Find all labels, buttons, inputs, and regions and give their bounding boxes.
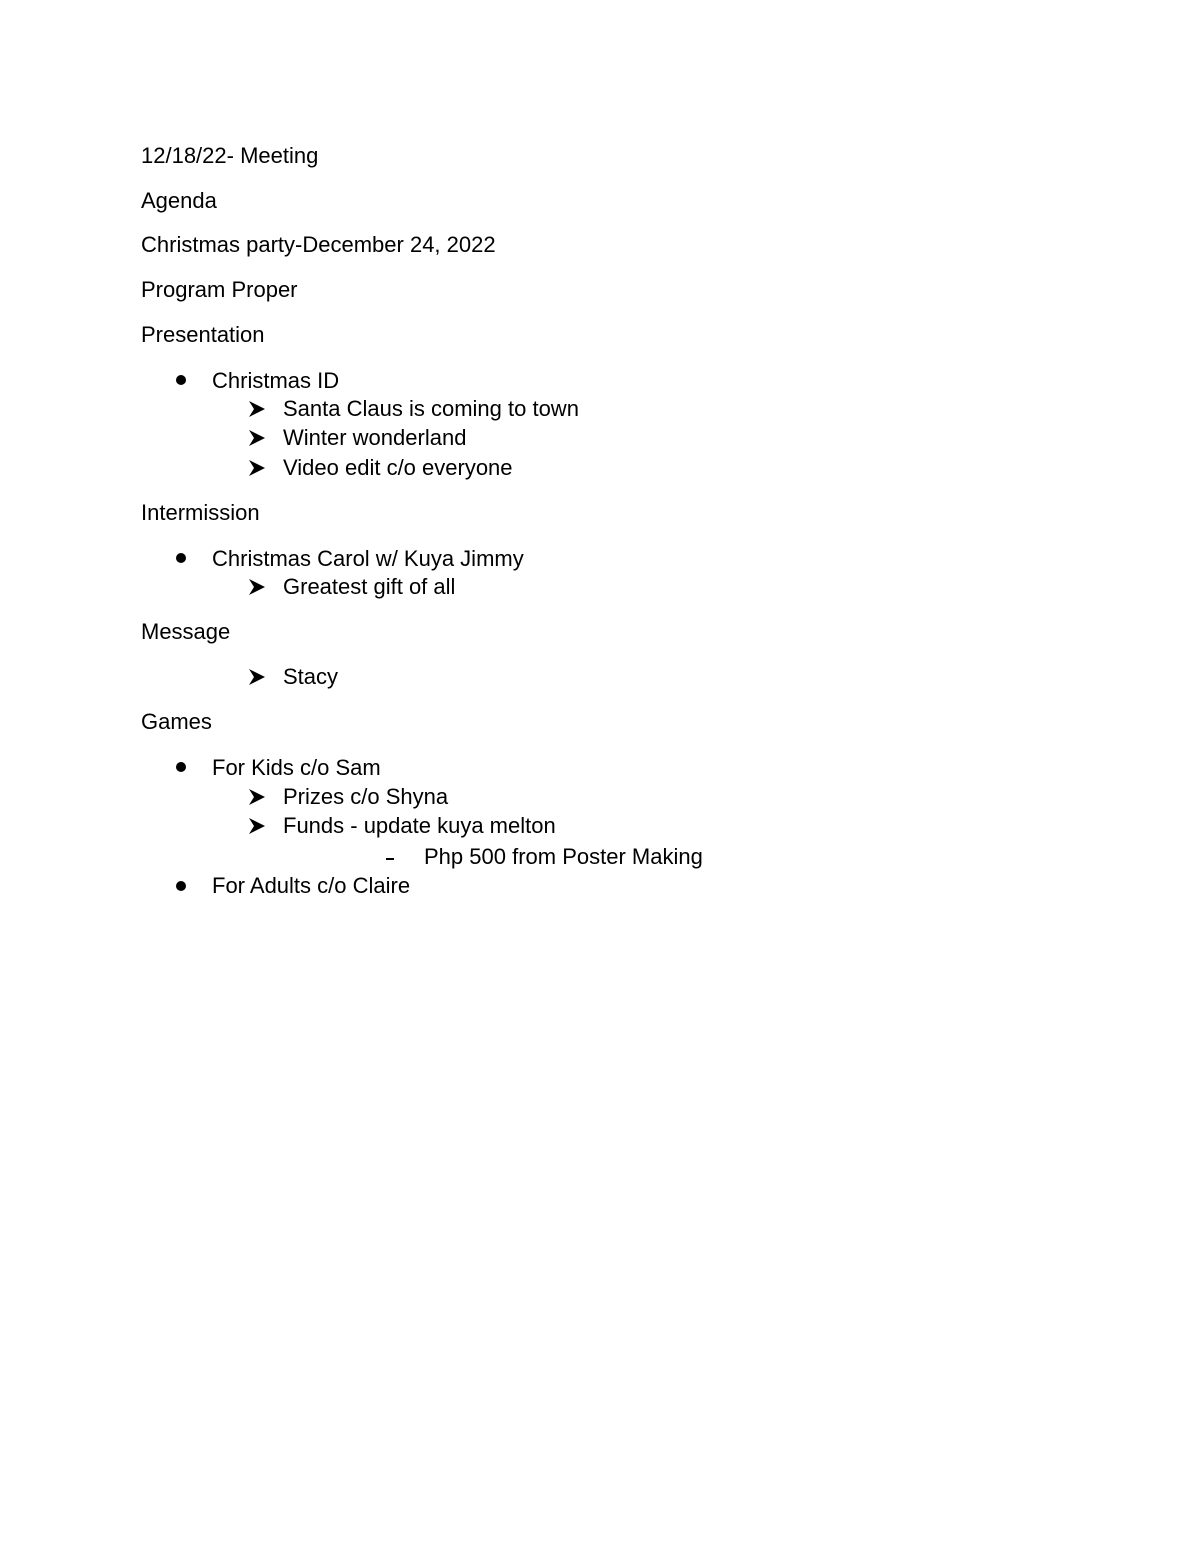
games-bullet: For Adults c/o Claire [212,873,411,898]
arrowhead-bullet-icon [247,399,267,419]
intermission-heading: Intermission [141,500,260,525]
program-label: Program Proper [141,277,298,302]
filled-circle-bullet-icon [176,881,186,891]
arrowhead-bullet-icon [247,428,267,448]
presentation-bullet: Christmas ID [212,368,340,393]
games-sub-item: Prizes c/o Shyna [283,784,449,809]
meeting-title: 12/18/22- Meeting [141,143,319,168]
games-heading: Games [141,709,212,734]
presentation-sub-item: Winter wonderland [283,425,467,450]
agenda-label: Agenda [141,188,217,213]
intermission-bullet: Christmas Carol w/ Kuya Jimmy [212,546,524,571]
message-heading: Message [141,619,231,644]
arrowhead-bullet-icon [247,458,267,478]
event-line: Christmas party-December 24, 2022 [141,232,496,257]
games-detail: Php 500 from Poster Making [424,844,703,869]
message-sub-item: Stacy [283,664,339,689]
games-sub-item: Funds - update kuya melton [283,813,556,838]
presentation-sub-item: Santa Claus is coming to town [283,396,579,421]
filled-circle-bullet-icon [176,375,186,385]
filled-circle-bullet-icon [176,553,186,563]
arrowhead-bullet-icon [247,787,267,807]
presentation-sub-item: Video edit c/o everyone [283,455,513,480]
presentation-heading: Presentation [141,322,265,347]
intermission-sub-item: Greatest gift of all [283,574,456,599]
filled-circle-bullet-icon [176,762,186,772]
arrowhead-bullet-icon [247,816,267,836]
arrowhead-bullet-icon [247,577,267,597]
dash-bullet-icon [386,858,394,860]
games-bullet: For Kids c/o Sam [212,755,381,780]
arrowhead-bullet-icon [247,667,267,687]
